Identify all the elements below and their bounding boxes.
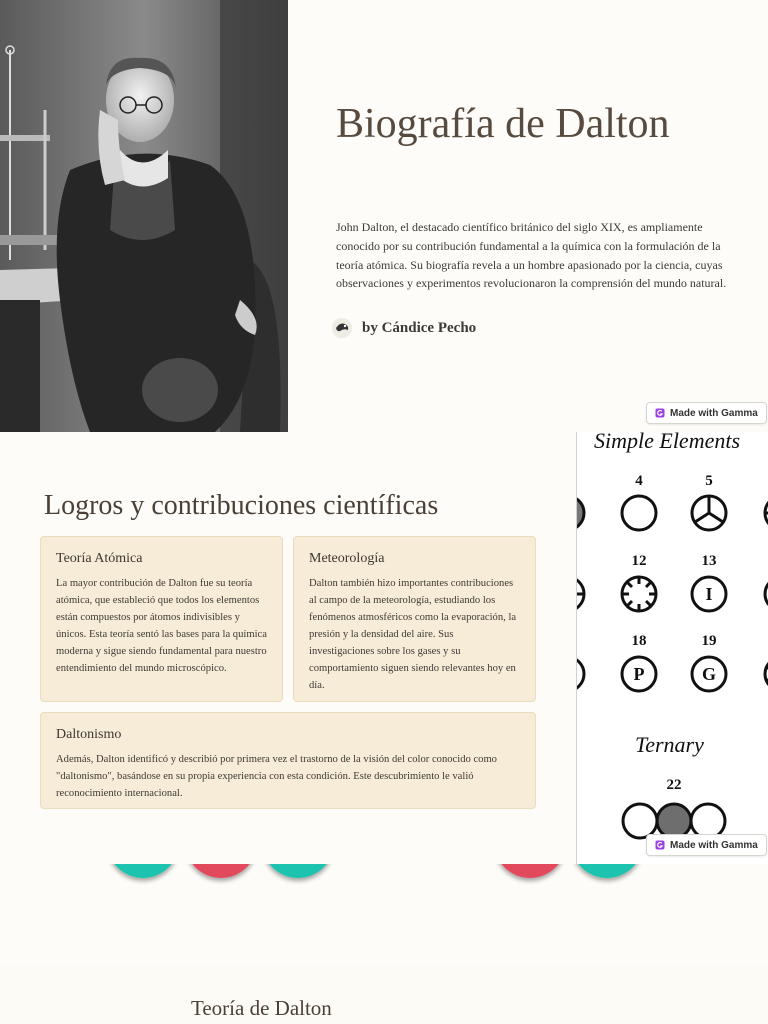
element-number-19: 19: [701, 633, 717, 649]
teal-circle: [107, 864, 179, 878]
dalton-portrait-image: [0, 0, 288, 432]
gamma-logo-icon: [655, 840, 665, 850]
element-letter-i: I: [705, 584, 713, 604]
card-title: Teoría Atómica: [56, 551, 143, 566]
made-with-gamma-badge[interactable]: [646, 834, 767, 856]
author-byline: [332, 318, 476, 338]
slide-strip: [0, 964, 768, 1024]
card-text: La mayor contribución de Dalton fue su teoría atómica, que estableció que todos los elementos están compuestos por átomos indivisibles y únicos. Esta teoría sentó las bases para la química moderna y sigue siendo fundamental para nuestro entendimiento del mundo microscópico.: [56, 578, 267, 674]
dalton-elements-image: [576, 432, 768, 864]
element-letter-g: G: [701, 664, 717, 684]
author-name: by Cándice Pecho: [362, 319, 477, 336]
slide-biography: [0, 0, 768, 432]
element-symbol-5: [692, 496, 726, 530]
card-atomic-theory: [40, 536, 283, 702]
card-title: Meteorología: [309, 551, 385, 566]
theory-title: Teoría de Dalton: [191, 996, 332, 1020]
element-symbol-12: [622, 577, 656, 611]
avatar-icon: [332, 318, 352, 338]
ternary-heading: Ternary: [635, 732, 704, 757]
author-avatar[interactable]: [332, 318, 352, 338]
portrait-engraving: [0, 0, 288, 432]
element-symbols: [577, 432, 768, 864]
element-number-4: 4: [635, 473, 643, 489]
element-symbol-partial: [577, 657, 584, 691]
badge-label: Made with Gamma: [670, 407, 758, 419]
card-text: Además, Dalton identificó y describió por primera vez el trastorno de la visión del color conocido como "daltonismo", basándose en su propia experiencia con esta condición. Este descubrimiento le valió reconocimiento internacional.: [56, 754, 497, 799]
achievements-heading: Logros y contribuciones científicas: [44, 490, 439, 521]
card-meteorology: [293, 536, 536, 702]
slide-achievements: [0, 432, 768, 864]
simple-elements-heading: Simple Elements: [594, 432, 741, 453]
element-number-12: 12: [631, 553, 647, 569]
element-number-18: 18: [631, 633, 647, 649]
badge-label: Made with Gamma: [670, 839, 758, 851]
slide-theory: [0, 864, 768, 1024]
intro-paragraph: John Dalton, el destacado científico británico del siglo XIX, es ampliamente conocido por su contribución fundamental a la química con la formulación de la teoría atómica. Su biografía revela a un hombre apasionado por la ciencia, cuyas observaciones y experimentos revolucionaron la comprensión del mundo natural.: [336, 220, 727, 291]
red-circle: [494, 864, 566, 878]
element-symbol-partial: [577, 496, 584, 530]
element-symbol-22: [623, 804, 725, 838]
element-symbol-4: [622, 496, 656, 530]
element-number-5: 5: [705, 473, 713, 489]
teal-circle: [571, 864, 643, 878]
decorative-circles: [0, 864, 768, 964]
card-text: Dalton también hizo importantes contribuciones al campo de la meteorología, estudiando los fenómenos atmosféricos como la evaporación, la presión y la densidad del aire. Sus investigaciones sobre los gases y su comportamiento siguen siendo relevantes hoy en día.: [309, 578, 517, 691]
red-circle: [185, 864, 257, 878]
page-title: Biografía de Dalton: [336, 101, 670, 147]
gamma-logo-icon: [655, 408, 665, 418]
made-with-gamma-badge[interactable]: [646, 402, 767, 424]
element-number-22: 22: [666, 777, 682, 793]
teal-circle: [262, 864, 334, 878]
element-number-13: 13: [701, 553, 717, 569]
card-title: Daltonismo: [56, 727, 122, 742]
card-color-blindness: [40, 712, 536, 809]
element-letter-p: P: [633, 664, 645, 684]
element-symbol-partial: [577, 577, 584, 611]
